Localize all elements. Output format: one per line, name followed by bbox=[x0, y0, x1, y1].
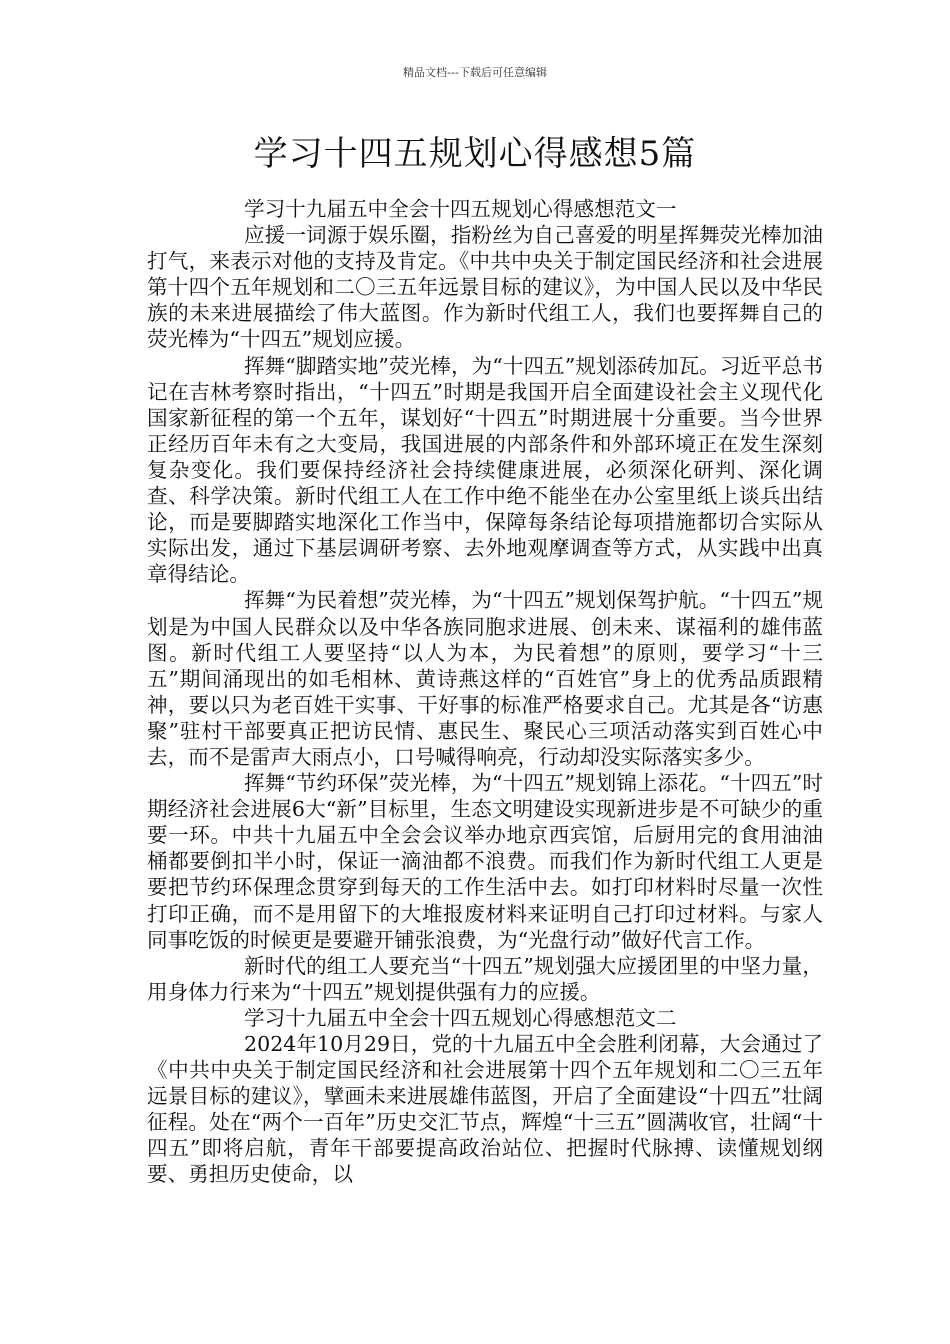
paragraph: 新时代的组工人要充当“十四五”规划强大应援团里的中坚力量，用身体力行来为“十四五”规划提供强有力的应援。 bbox=[147, 953, 823, 1004]
page-header: 精品文档---下载后可任意编辑 bbox=[403, 66, 547, 79]
paragraph: 挥舞“为民着想”荧光棒，为“十四五”规划保驾护航。“十四五”规划是为中国人民群众以及中华各族同胞求进展、创未来、谋福利的雄伟蓝图。新时代组工人要坚持“以人为本，为民着想”的原则，要学习“十三五”期间涌现出的如毛相林、黄诗燕这样的“百姓官”身上的优秀品质跟精神，要以只为老百姓干实事、干好事的标准严格要求自己。尤其是各“访惠聚”驻村干部要真正把访民情、惠民生、聚民心三项活动落实到百姓心中去，而不是雷声大雨点小，口号喊得响亮，行动却没实际落实多少。 bbox=[147, 588, 823, 769]
paragraph: 2024年10月29日，党的十九届五中全会胜利闭幕，大会通过了《中共中央关于制定国民经济和社会进展第十四个五年规划和二〇三五年远景目标的建议》，擘画未来进展雄伟蓝图，开启了全面建设“十四五”壮阔征程。处在“两个一百年”历史交汇节点，辉煌“十三五”圆满收官，壮阔“十四五”即将启航，青年干部要提高政治站位、把握时代脉搏、读懂规划纲要、勇担历史使命，以 bbox=[147, 1032, 823, 1187]
paragraph: 应援一词源于娱乐圈，指粉丝为自己喜爱的明星挥舞荧光棒加油打气，来表示对他的支持及肯定。《中共中央关于制定国民经济和社会进展第十四个五年规划和二〇三五年远景目标的建议》，为中国人民以及中华民族的未来进展描绘了伟大蓝图。作为新时代组工人，我们也要挥舞自己的荧光棒为“十四五”规划应援。 bbox=[147, 223, 823, 352]
document-body bbox=[147, 196, 823, 1188]
section-heading-1: 学习十九届五中全会十四五规划心得感想范文一 bbox=[244, 197, 677, 221]
section-heading-2: 学习十九届五中全会十四五规划心得感想范文二 bbox=[244, 1005, 677, 1030]
paragraph: 挥舞“节约环保”荧光棒，为“十四五”规划锦上添花。“十四五”时期经济社会进展6大“新”目标里，生态文明建设实现新进步是不可缺少的重要一环。中共十九届五中全会会议举办地京西宾馆，后厨用完的食用油油桶都要倒扣半小时，保证一滴油都不浪费。而我们作为新时代组工人更是要把节约环保理念贯穿到每天的工作生活中去。如打印材料时尽量一次性打印正确，而不是用留下的大堆报废材料来证明自己打印过材料。与家人同事吃饭的时候更是要避开铺张浪费，为“光盘行动”做好代言工作。 bbox=[147, 771, 823, 952]
document-title: 学习十四五规划心得感想5篇 bbox=[253, 134, 697, 174]
paragraph: 挥舞“脚踏实地”荧光棒，为“十四五”规划添砖加瓦。习近平总书记在吉林考察时指出，“十四五”时期是我国开启全面建设社会主义现代化国家新征程的第一个五年，谋划好“十四五”时期进展十分重要。当今世界正经历百年未有之大变局，我国进展的内部条件和外部环境正在发生深刻复杂变化。我们要保持经济社会持续健康进展，必须深化研判、深化调查、科学决策。新时代组工人在工作中绝不能坐在办公室里纸上谈兵出结论，而是要脚踏实地深化工作当中，保障每条结论每项措施都切合实际从实际出发，通过下基层调研考察、去外地观摩调查等方式，从实践中出真章得结论。 bbox=[147, 353, 823, 587]
